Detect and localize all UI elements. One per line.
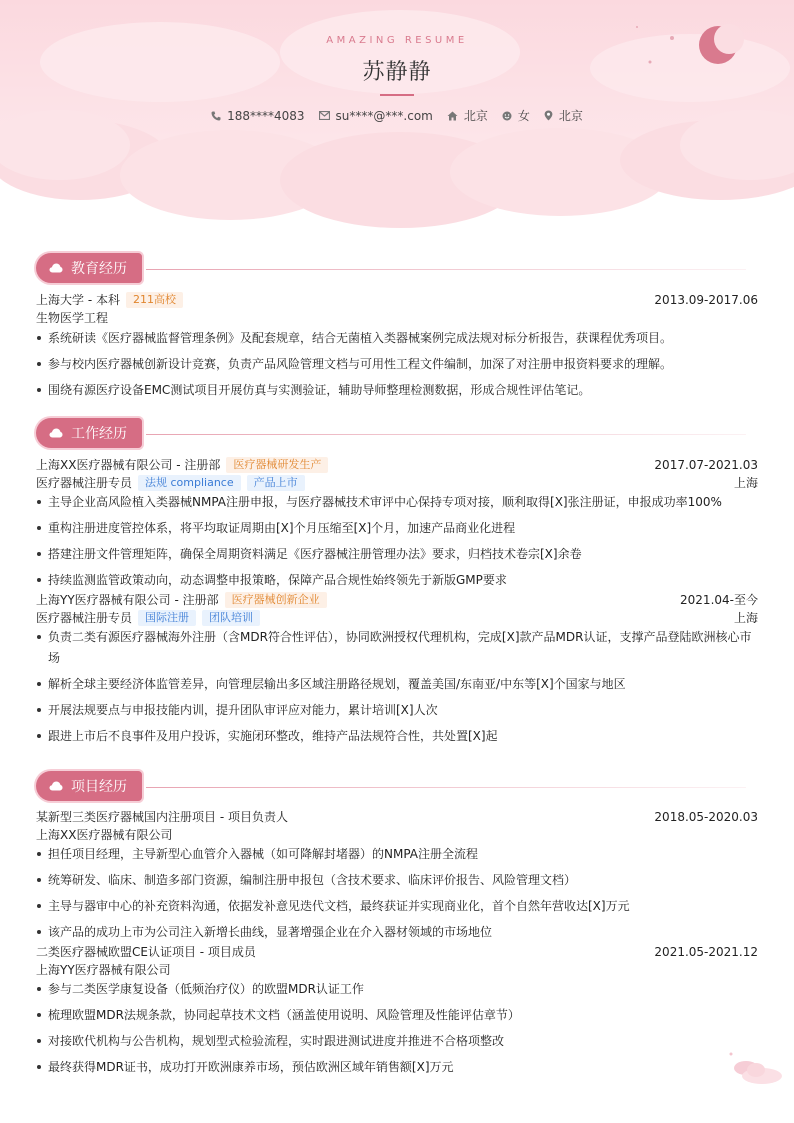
list-item: 统筹研发、临床、制造多部门资源，编制注册申报包（含技术要求、临床评价报告、风险管理文档）	[36, 870, 758, 891]
list-item: 参与二类医学康复设备（低频治疗仪）的欧盟MDR认证工作	[36, 979, 758, 1000]
contact-value: 女	[517, 109, 530, 123]
list-item: 负责二类有源医疗器械海外注册（含MDR符合性评估），协同欧洲授权代理机构，完成[X]款产品MDR认证，支撑产品登陆欧洲核心市场	[36, 627, 758, 669]
section-divider	[146, 269, 746, 270]
section-title: 项目经历	[71, 779, 127, 795]
projects-section	[36, 771, 758, 1083]
work-entry	[36, 591, 758, 747]
school-tag: 211高校	[126, 292, 183, 308]
project-name: 某新型三类医疗器械国内注册项目 - 项目负责人	[36, 810, 288, 824]
list-item: 对接欧代机构与公告机构，规划型式检验流程，实时跟进测试进度并推进不合格项整改	[36, 1031, 758, 1052]
mail-icon	[319, 111, 330, 120]
list-item: 主导与器审中心的补充资料沟通，依据发补意见迭代文档，最终获证并实现商业化，首个自然年营收达[X]万元	[36, 896, 758, 917]
name-underline	[380, 94, 414, 96]
entry-date: 2017.07-2021.03	[654, 458, 758, 472]
section-divider	[146, 787, 746, 788]
work-location: 上海	[733, 611, 758, 625]
section-header	[36, 771, 758, 803]
list-item: 围绕有源医疗设备EMC测试项目开展仿真与实测验证，辅助导师整理检测数据，形成合规性评估笔记。	[36, 380, 758, 401]
section-title: 教育经历	[71, 261, 127, 277]
cloud-icon	[49, 428, 63, 438]
contact-phone	[211, 107, 304, 124]
list-item: 跟进上市后不良事件及用户投诉，实施闭环整改，维持产品法规符合性，共处置[X]起	[36, 726, 758, 747]
list-item: 解析全球主要经济体监管差异，向管理层输出多区域注册路径规划，覆盖美国/东南亚/中东等[X]个国家与地区	[36, 674, 758, 695]
contact-gender	[502, 107, 530, 124]
contact-value: su****@***.com	[335, 108, 433, 123]
entry-date: 2018.05-2020.03	[654, 810, 758, 824]
list-item: 系统研读《医疗器械监督管理条例》及配套规章，结合无菌植入类器械案例完成法规对标分析报告，获课程优秀项目。	[36, 328, 758, 349]
contact-value: 北京	[463, 109, 488, 123]
project-org: 上海YY医疗器械有限公司	[36, 963, 171, 977]
major: 生物医学工程	[36, 311, 109, 325]
company-tag: 医疗器械创新企业	[225, 592, 327, 608]
list-item: 主导企业高风险植入类器械NMPA注册申报，与医疗器械技术审评中心保持专项对接，顺利取得[X]张注册证，申报成功率100%	[36, 492, 758, 513]
contact-bar	[0, 107, 794, 124]
position-tag: 团队培训	[202, 610, 260, 626]
section-title-pill	[36, 418, 142, 448]
project-entry	[36, 943, 758, 1078]
position-tag: 产品上市	[247, 475, 305, 491]
list-item: 参与校内医疗器械创新设计竞赛，负责产品风险管理文档与可用性工程文件编制，加深了对注册申报资料要求的理解。	[36, 354, 758, 375]
bullet-list	[36, 492, 758, 591]
section-divider	[146, 434, 746, 435]
project-org: 上海XX医疗器械有限公司	[36, 828, 173, 842]
list-item: 持续监测监管政策动向，动态调整申报策略，保障产品合规性始终领先于新版GMP要求	[36, 570, 758, 591]
position-tag: 法规 compliance	[138, 475, 241, 491]
list-item: 开展法规要点与申报技能内训，提升团队审评应对能力，累计培训[X]人次	[36, 700, 758, 721]
cloud-icon	[49, 781, 63, 791]
cloud-decoration-icon	[726, 1050, 786, 1086]
location-icon	[544, 110, 553, 121]
section-title-pill	[36, 771, 142, 801]
entry-date: 2013.09-2017.06	[654, 293, 758, 307]
list-item: 重构注册进度管控体系，将平均取证周期由[X]个月压缩至[X]个月，加速产品商业化进程	[36, 518, 758, 539]
contact-value: 北京	[558, 109, 583, 123]
bullet-list	[36, 328, 758, 401]
position: 医疗器械注册专员	[36, 476, 133, 490]
education-entry	[36, 291, 758, 401]
contact-location	[544, 107, 583, 124]
position-tag: 国际注册	[138, 610, 196, 626]
section-header	[36, 418, 758, 450]
position: 医疗器械注册专员	[36, 611, 133, 625]
work-section	[36, 418, 758, 752]
resume-subtitle: AMAZING RESUME	[326, 35, 468, 46]
school-name: 上海大学 - 本科	[36, 293, 120, 307]
work-entry	[36, 456, 758, 591]
project-name: 二类医疗器械欧盟CE认证项目 - 项目成员	[36, 945, 256, 959]
entry-date: 2021.04-至今	[680, 593, 758, 607]
bullet-list	[36, 979, 758, 1078]
contact-city	[447, 107, 488, 124]
section-title-pill	[36, 253, 142, 283]
list-item: 最终获得MDR证书，成功打开欧洲康养市场，预估欧洲区域年销售额[X]万元	[36, 1057, 758, 1078]
company-name: 上海YY医疗器械有限公司 - 注册部	[36, 593, 219, 607]
contact-value: 188****4083	[227, 108, 305, 123]
bullet-list	[36, 844, 758, 943]
cloud-icon	[49, 263, 63, 273]
phone-icon	[211, 111, 221, 121]
list-item: 搭建注册文件管理矩阵，确保全周期资料满足《医疗器械注册管理办法》要求，归档技术卷宗[X]余卷	[36, 544, 758, 565]
list-item: 担任项目经理，主导新型心血管介入器械（如可降解封堵器）的NMPA注册全流程	[36, 844, 758, 865]
resume-header	[0, 0, 794, 232]
contact-email	[319, 107, 433, 124]
candidate-name: 苏静静	[362, 60, 432, 85]
section-header	[36, 253, 758, 285]
home-icon	[447, 111, 458, 121]
company-tag: 医疗器械研发生产	[226, 457, 328, 473]
section-title: 工作经历	[71, 426, 127, 442]
education-section	[36, 253, 758, 406]
work-location: 上海	[733, 476, 758, 490]
entry-date: 2021.05-2021.12	[654, 945, 758, 959]
bullet-list	[36, 627, 758, 747]
list-item: 梳理欧盟MDR法规条款，协同起草技术文档（涵盖使用说明、风险管理及性能评估章节）	[36, 1005, 758, 1026]
project-entry	[36, 808, 758, 943]
list-item: 该产品的成功上市为公司注入新增长曲线，显著增强企业在介入器材领域的市场地位	[36, 922, 758, 943]
smile-icon	[502, 111, 512, 121]
company-name: 上海XX医疗器械有限公司 - 注册部	[36, 458, 221, 472]
